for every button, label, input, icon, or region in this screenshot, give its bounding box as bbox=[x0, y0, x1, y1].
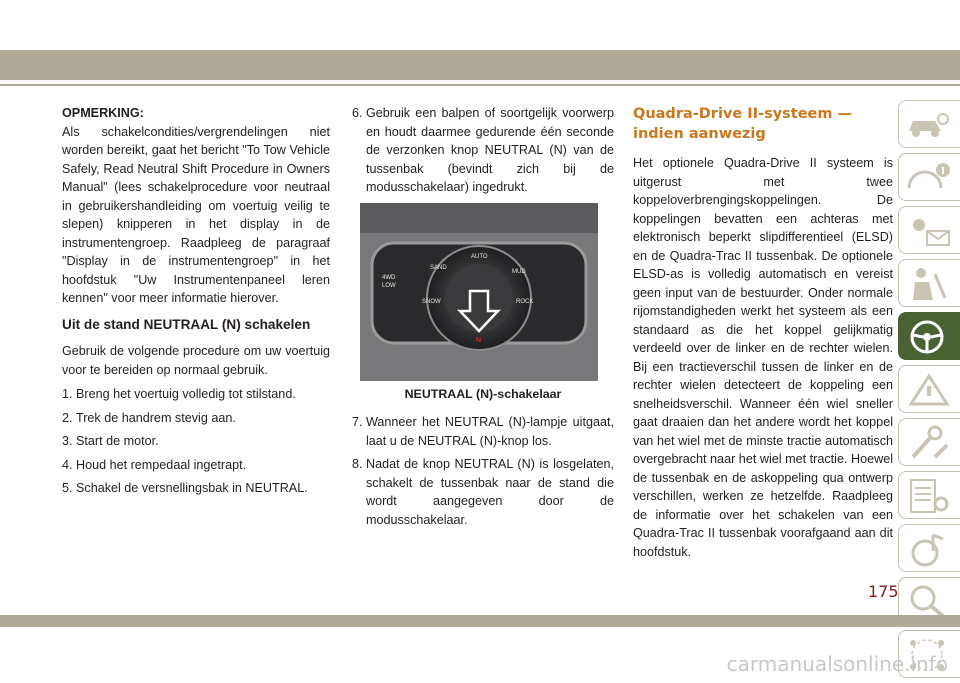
steering-wheel-icon bbox=[905, 317, 953, 357]
tab-warning-messages[interactable] bbox=[898, 206, 960, 254]
watermark: carmanualsonline.info bbox=[726, 652, 948, 676]
column-right bbox=[633, 104, 893, 561]
label-auto: AUTO bbox=[471, 253, 488, 260]
note-title: OPMERKING: bbox=[62, 106, 144, 120]
column-left bbox=[62, 104, 330, 503]
step-item: 1. Breng het voertuig volledig tot stilstand. bbox=[62, 387, 296, 401]
multimedia-icon bbox=[905, 529, 953, 569]
label-snow: SNOW bbox=[422, 298, 441, 305]
label-rock: ROCK bbox=[516, 298, 534, 305]
quadra-drive-text: Het optionele Quadra-Drive II systeem is uitgerust met twee koppeloverbrengingskoppelingen. De koppelingen bevatten een achteras met elektronisch beperkt slipdifferentieel (ELSD) en de Quadra-Trac II tussenbak. De optionele ELSD-as is volledig automatisch en vereist geen input van de bestuurder. Onder normale rijomstandigheden werkt het systeem als een standaard as die het koppel gelijkmatig verdeeld over de linker en de rechter wielen. Bij een tractieverschil tussen de linker en de rechter wielen detecteert de koppeling een snelheidsverschil. Wanneer één wiel sneller gaat draaien dan het andere wordt het koppel van het wiel met de minste tractie automatisch overgebracht naar het wiel met tractie. Hoewel de tussenbak en de askoppeling qua ontwerp verschillen, werken ze hetzelfde. Raadpleeg de informatie over het schakelen van een Quadra-Trac II tussenbak voorafgaand aan dit hoofdstuk. bbox=[633, 156, 893, 559]
chapter-tabs bbox=[898, 100, 960, 683]
section-heading-neutral: Uit de stand NEUTRAAL (N) schakelen bbox=[62, 316, 311, 332]
steps-list-b bbox=[352, 104, 614, 197]
wrench-service-icon bbox=[905, 423, 953, 463]
section-heading-quadra-drive: Quadra-Drive II-systeem — indien aanwezig bbox=[633, 106, 853, 142]
label-low: LOW bbox=[382, 282, 396, 289]
tab-safety[interactable] bbox=[898, 259, 960, 307]
header-band bbox=[0, 50, 960, 80]
tab-starting-operating[interactable] bbox=[898, 312, 960, 360]
footer-band bbox=[0, 615, 960, 627]
column-middle bbox=[352, 104, 614, 534]
specifications-icon bbox=[905, 476, 953, 516]
page-number: 175 bbox=[868, 582, 899, 601]
section-intro: Gebruik de volgende procedure om uw voertuig voor te bereiden op normaal gebruik. bbox=[62, 344, 330, 377]
tab-emergency[interactable] bbox=[898, 365, 960, 413]
label-mud: MUD bbox=[512, 268, 526, 275]
step-item: 6. Gebruik een balpen of soortgelijk voorwerp en houdt daarmee gedurende één seconde de verzonken knop NEUTRAL (N) van de tussenbak (bevindt zich bij de modusschakelaar) ingedrukt. bbox=[352, 106, 614, 194]
step-item: 7. Wanneer het NEUTRAL (N)-lampje uitgaat, laat u de NEUTRAL (N)-knop los. bbox=[352, 415, 614, 448]
label-n: N bbox=[476, 336, 482, 344]
tab-car-keys[interactable] bbox=[898, 100, 960, 148]
tab-multimedia[interactable] bbox=[898, 524, 960, 572]
step-item: 4. Houd het rempedaal ingetrapt. bbox=[62, 457, 247, 472]
label-sand: SAND bbox=[430, 264, 447, 271]
label-4wd: 4WD bbox=[382, 274, 396, 281]
neutral-switch-photo bbox=[360, 203, 598, 381]
warning-message-icon bbox=[905, 211, 953, 251]
car-keys-icon bbox=[905, 105, 953, 145]
dashboard-info-icon bbox=[905, 158, 953, 198]
step-item: 5. Schakel de versnellingsbak in NEUTRAL. bbox=[62, 481, 308, 495]
hazard-triangle-icon bbox=[905, 370, 953, 410]
tab-servicing[interactable] bbox=[898, 418, 960, 466]
step-item: 2. Trek de handrem stevig aan. bbox=[62, 410, 236, 425]
note-text: Als schakelcondities/vergrendelingen niet worden bereikt, gaat het bericht "To Tow Vehicle Safely, Read Neutral Shift Procedure in Owners Manual" (lees schakelprocedure voor neutraal in gebruikershandleiding om voertuig veilig te slepen) knipperen in het display in de instrumentengroep. Raadpleeg de paragraaf "Display in de instrumentengroep" in het hoofdstuk "Uw Instrumentenpaneel leren kennen" voor meer informatie hierover. bbox=[62, 124, 330, 305]
step-item: 3. Start de motor. bbox=[62, 434, 159, 448]
seatbelt-airbag-icon bbox=[905, 264, 953, 304]
step-item: 8. Nadat de knop NEUTRAL (N) is losgelaten, schakelt de tussenbak naar de stand die wordt aangegeven door de modusschakelaar. bbox=[352, 457, 614, 527]
tab-specifications[interactable] bbox=[898, 471, 960, 519]
header-rule bbox=[0, 84, 960, 86]
steps-list-c bbox=[352, 413, 614, 529]
mode-selector-illustration bbox=[360, 203, 598, 381]
tab-dashboard-info[interactable] bbox=[898, 153, 960, 201]
figure-caption: NEUTRAAL (N)-schakelaar bbox=[404, 386, 562, 401]
steps-list-a bbox=[62, 385, 330, 498]
